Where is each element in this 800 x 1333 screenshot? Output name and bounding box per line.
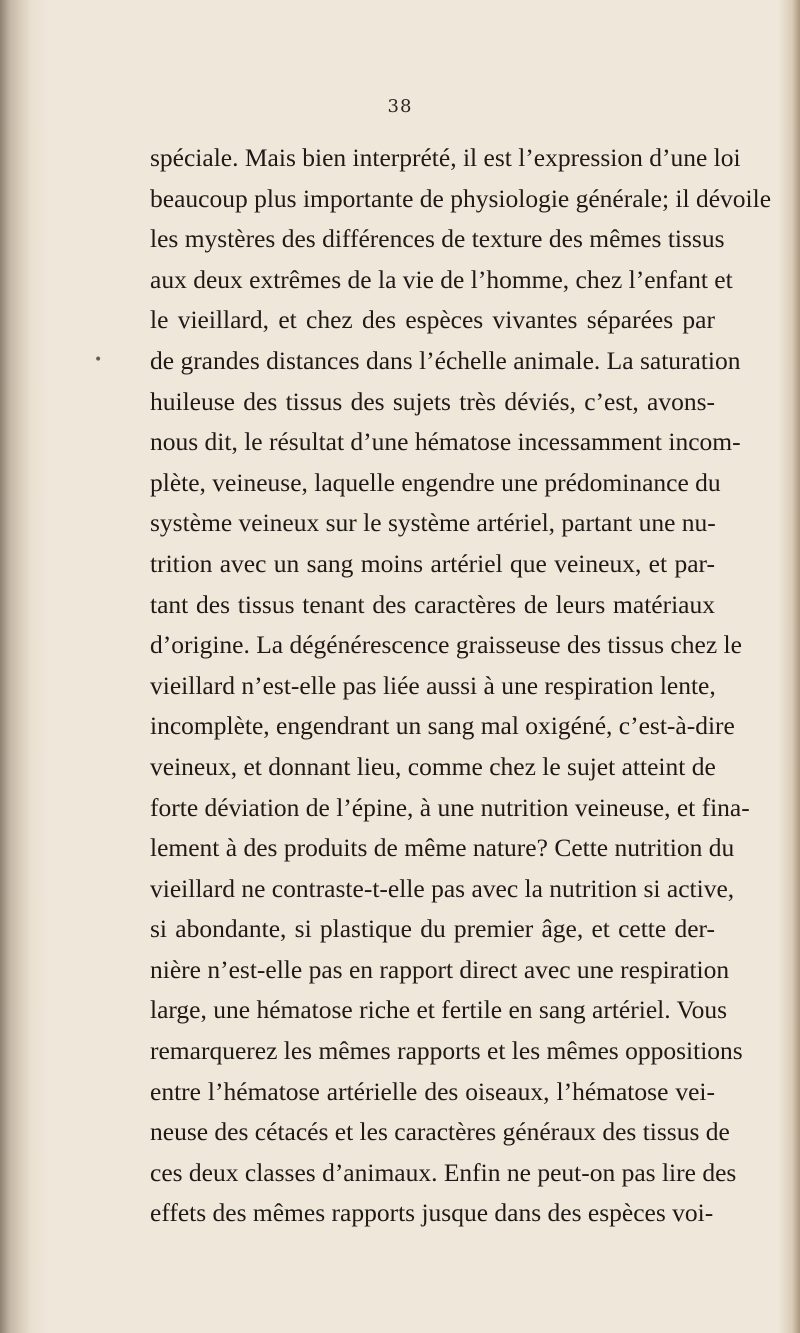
text-line: huileuse des tissus des sujets très déviés, c’est, avons- (150, 386, 715, 416)
page-number: 38 (387, 96, 413, 117)
text-line: les mystères des différences de texture des mêmes tissus (150, 224, 725, 254)
text-line: neuse des cétacés et les caractères généraux des tissus de (150, 1117, 730, 1147)
text-line: remarquerez les mêmes rapports et les mêmes oppositions (150, 1036, 743, 1066)
text-line: nière n’est-elle pas en rapport direct avec une respiration (150, 954, 730, 984)
text-line: beaucoup plus importante de physiologie générale; il dévoile (150, 183, 772, 213)
text-line: de grandes distances dans l’échelle animale. La saturation (150, 345, 741, 375)
text-line: large, une hématose riche et fertile en sang artériel. Vous (150, 995, 728, 1025)
text-line: veineux, et donnant lieu, comme chez le sujet atteint de (150, 751, 716, 781)
text-line: ces deux classes d’animaux. Enfin ne peut-on pas lire des (150, 1157, 737, 1187)
text-line: entre l’hématose artérielle des oiseaux, l’hématose vei- (150, 1076, 715, 1106)
text-line: nous dit, le résultat d’une hématose incessamment incom- (150, 427, 741, 457)
text-line: spéciale. Mais bien interprété, il est l’expression d’une loi (150, 143, 741, 172)
body-text (150, 138, 772, 1234)
text-line: le vieillard, et chez des espèces vivantes séparées par (150, 305, 715, 335)
text-line: vieillard n’est-elle pas liée aussi à une respiration lente, (150, 670, 716, 700)
text-line: plète, veineuse, laquelle engendre une prédominance du (150, 467, 721, 497)
text-line: vieillard ne contraste-t-elle pas avec la nutrition si active, (150, 873, 735, 903)
text-line: aux deux extrêmes de la vie de l’homme, chez l’enfant et (150, 264, 733, 294)
text-line: d’origine. La dégénérescence graisseuse des tissus chez le (150, 630, 742, 660)
text-line: trition avec un sang moins artériel que veineux, et par- (150, 548, 715, 578)
text-line: forte déviation de l’épine, à une nutrition veineuse, et fina- (150, 792, 750, 822)
text-line: effets des mêmes rapports jusque dans des espèces voi- (150, 1198, 714, 1228)
margin-mark: • (94, 352, 103, 368)
text-line: incomplète, engendrant un sang mal oxigéné, c’est-à-dire (150, 711, 735, 741)
text-line: lement à des produits de même nature? Cette nutrition du (150, 833, 735, 863)
text-line: si abondante, si plastique du premier âge, et cette der- (150, 914, 715, 944)
text-line: système veineux sur le système artériel, partant une nu- (150, 508, 716, 538)
text-line: tant des tissus tenant des caractères de leurs matériaux (150, 589, 715, 619)
